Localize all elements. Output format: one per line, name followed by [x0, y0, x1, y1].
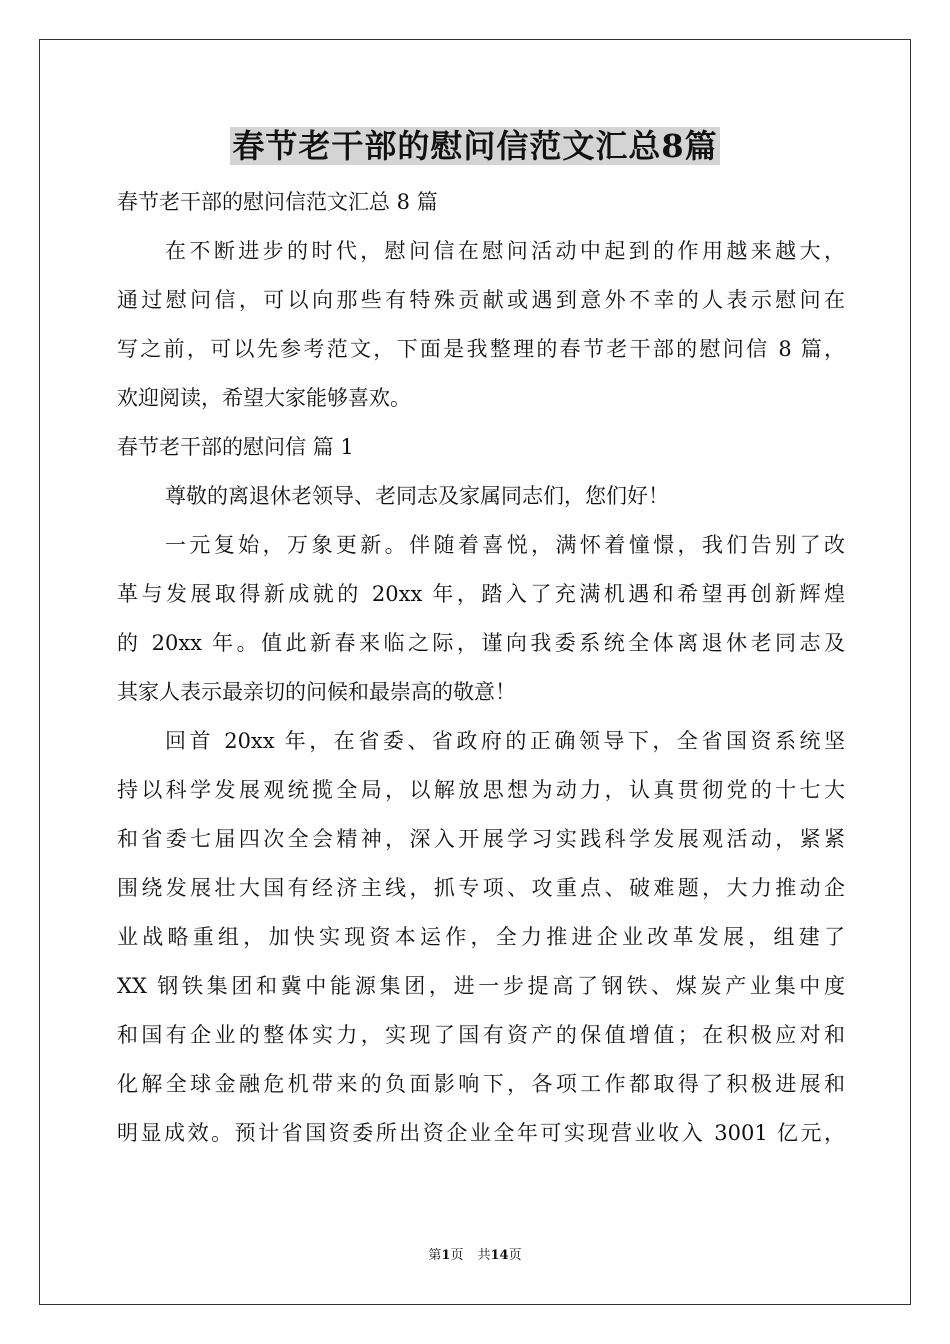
page-number-prefix: 第 [428, 1248, 442, 1263]
paragraph2-line: 持以科学发展观统揽全局，以解放思想为动力，认真贯彻党的十七大 [117, 778, 845, 802]
paragraph2-line: 业战略重组，加快实现资本运作，全力推进企业改革发展，组建了 [117, 925, 845, 949]
intro-line: 通过慰问信，可以向那些有特殊贡献或遇到意外不幸的人表示慰问在 [117, 288, 845, 312]
paragraph1-line: 一元复始，万象更新。伴随着喜悦，满怀着憧憬，我们告别了改 [165, 533, 845, 557]
page-total-count: 14 [490, 1248, 509, 1263]
intro-line: 在不断进步的时代，慰问信在慰问活动中起到的作用越来越大， [165, 239, 845, 263]
paragraph2-line: 化解全球金融危机带来的负面影响下，各项工作都取得了积极进展和 [117, 1072, 845, 1096]
page-number-current: 1 [441, 1248, 451, 1263]
paragraph2-line: 围绕发展壮大国有经济主线，抓专项、攻重点、破难题，大力推动企 [117, 876, 845, 900]
greeting-line: 尊敬的离退休老领导、老同志及家属同志们，您们好！ [165, 484, 669, 508]
paragraph1-line: 革与发展取得新成就的 20xx 年，踏入了充满机遇和希望再创新辉煌 [117, 582, 845, 606]
document-title-text: 春节老干部的慰问信范文汇总8篇 [232, 127, 718, 165]
document-body [117, 178, 845, 1158]
page-number-suffix: 页 [450, 1248, 464, 1263]
paragraph2-line: XX 钢铁集团和冀中能源集团，进一步提高了钢铁、煤炭产业集中度 [117, 974, 845, 998]
intro-line: 欢迎阅读，希望大家能够喜欢。 [117, 386, 411, 410]
paragraph2-line: 回首 20xx 年，在省委、省政府的正确领导下，全省国资系统坚 [165, 729, 845, 753]
paragraph1-line: 其家人表示最亲切的问候和最崇高的敬意！ [117, 680, 516, 704]
section-heading: 春节老干部的慰问信 篇 1 [117, 435, 354, 459]
paragraph2-line: 明显成效。预计省国资委所出资企业全年可实现营业收入 3001 亿元， [117, 1121, 845, 1145]
page-total-suffix: 页 [508, 1248, 522, 1263]
page-footer [0, 1247, 950, 1265]
intro-line: 写之前，可以先参考范文，下面是我整理的春节老干部的慰问信 8 篇， [117, 337, 845, 361]
paragraph2-line: 和省委七届四次全会精神，深入开展学习实践科学发展观活动，紧紧 [117, 827, 845, 851]
document-title [0, 124, 950, 168]
subtitle-line: 春节老干部的慰问信范文汇总 8 篇 [117, 190, 438, 214]
paragraph1-line: 的 20xx 年。值此新春来临之际，谨向我委系统全体离退休老同志及 [117, 631, 845, 655]
paragraph2-line: 和国有企业的整体实力，实现了国有资产的保值增值；在积极应对和 [117, 1023, 845, 1047]
page-total-prefix: 共 [477, 1248, 491, 1263]
